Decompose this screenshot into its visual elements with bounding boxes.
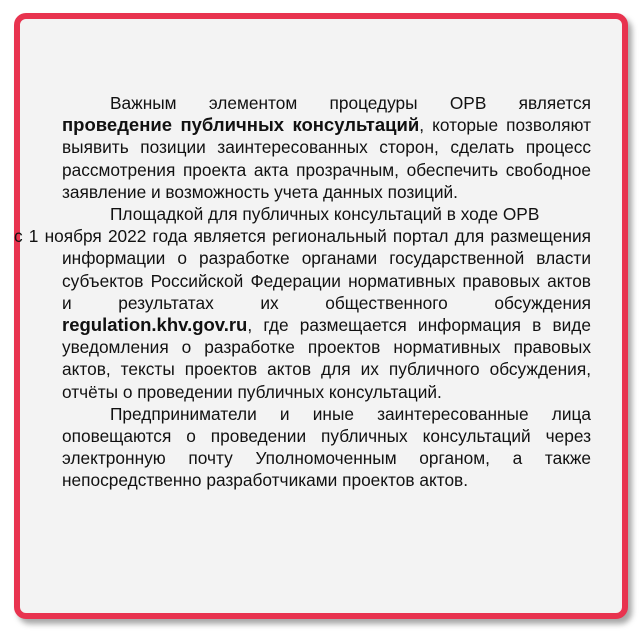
paragraph-text: Важным элементом процедуры ОРВ является [110, 93, 591, 113]
paragraph-text: Предприниматели и иные заинтересованные лица оповещаются о проведении публичных консультаций через электронную почту Уполномоченным органом, а также непосредственно разработчиками проектов актов. [62, 403, 591, 491]
paragraph-portal [14, 203, 591, 403]
emphasis-public-consultations: проведение публичных консультаций [62, 114, 420, 136]
paragraph-text: , которые позволяют выявить позиции заинтересованных сторон, сделать процесс рассмотрения проекта акта прозрачным, обеспечить свободное заявление и возможность учета данных позиций. [62, 115, 591, 202]
paragraph-text: , где размещается информация в виде уведомления о разработке проектов нормативных правовых актов, тексты проектов актов для их публичного обсуждения, отчёты о проведении публичных консультаций. [62, 315, 591, 402]
paragraph-notification [62, 403, 591, 492]
portal-url: regulation.khv.gov.ru [62, 314, 248, 336]
paragraph-first-line: Площадкой для публичных консультаций в ходе ОРВ [110, 204, 540, 225]
card-text [14, 92, 591, 492]
paragraph-orv-importance [62, 92, 591, 203]
paragraph-text: с 1 ноября 2022 года является региональный портал для размещения информации о разработке органами государственной власти субъектов Российской Федерации нормативных правовых актов и результатах их общественного обсуждения [14, 226, 591, 313]
